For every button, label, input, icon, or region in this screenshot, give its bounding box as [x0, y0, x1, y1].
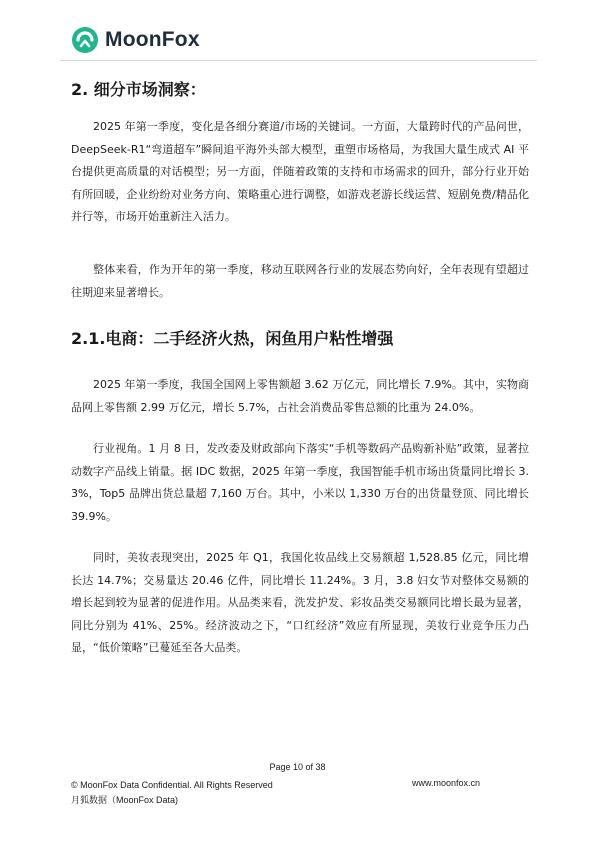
page-number: Page 10 of 38 [269, 762, 326, 772]
paragraph: 同时，美妆表现突出，2025 年 Q1，我国化妆品线上交易额超 1,528.85 亿元，同比增长达 14.7%；交易量达 20.46 亿件，同比增长 11.24%。3 月，3.8 妇女节对整体交易额的增长起到较为显著的促进作用。从品类来看，洗发护发、彩妆品类交易额同比增长最为显著，同比分别为 41%、25%。经济波动之下，“口红经济”效应有所显现，美妆行业竞争压力凸显，“低价策略”已蔓延至各大品类。 [71, 551, 529, 654]
paragraph: 2025 年第一季度，我国全国网上零售额超 3.62 万亿元，同比增长 7.9%。其中，实物商品网上零售额 2.99 万亿元，增长 5.7%，占社会消费品零售总额的比重为 24.0%。 [71, 378, 529, 414]
copyright-notice: © MoonFox Data Confidential. All Rights Reserved [71, 780, 273, 790]
header-divider [60, 60, 537, 61]
paragraph: 整体来看，作为开年的第一季度，移动互联网各行业的发展态势向好，全年表现有望超过往期迎来显著增长。 [71, 263, 529, 299]
section-title: 2. 细分市场洞察： [71, 80, 206, 99]
company-name: 月狐数据（MoonFox Data) [71, 795, 179, 805]
paragraph: 行业视角。1 月 8 日，发改委及财政部向下落实“手机等数码产品购新补贴”政策，显著拉动数字产品线上销量。据 IDC 数据，2025 年第一季度，我国智能手机市场出货量同比增长 3.3%，Top5 品牌出货总量超 7,160 万台。其中，小米以 1,330 万台的出货量登顶、同比增长 39.9%。 [71, 442, 529, 523]
brand-name: MoonFox [105, 28, 200, 51]
footer-left [71, 778, 273, 808]
page-header [70, 24, 200, 56]
subsection-title: 2.1.电商：二手经济火热，闲鱼用户粘性增强 [71, 329, 394, 348]
paragraph: 2025 年第一季度，变化是各细分赛道/市场的关键词。一方面，大量跨时代的产品问世，DeepSeek-R1“弯道超车”瞬间追平海外头部大模型，重塑市场格局，为我国大量生成式 AI 平台提供更高质量的对话模型；另一方面，伴随着政策的支持和市场需求的回升，部分行业开始有所回暖，企业纷纷对业务方向、策略重心进行调整，如游戏老游长线运营、短剧免费/精品化并行等，市场开始重新注入活力。 [71, 120, 529, 223]
moonfox-logo-icon [70, 25, 100, 55]
website-link[interactable]: www.moonfox.cn [412, 778, 481, 788]
